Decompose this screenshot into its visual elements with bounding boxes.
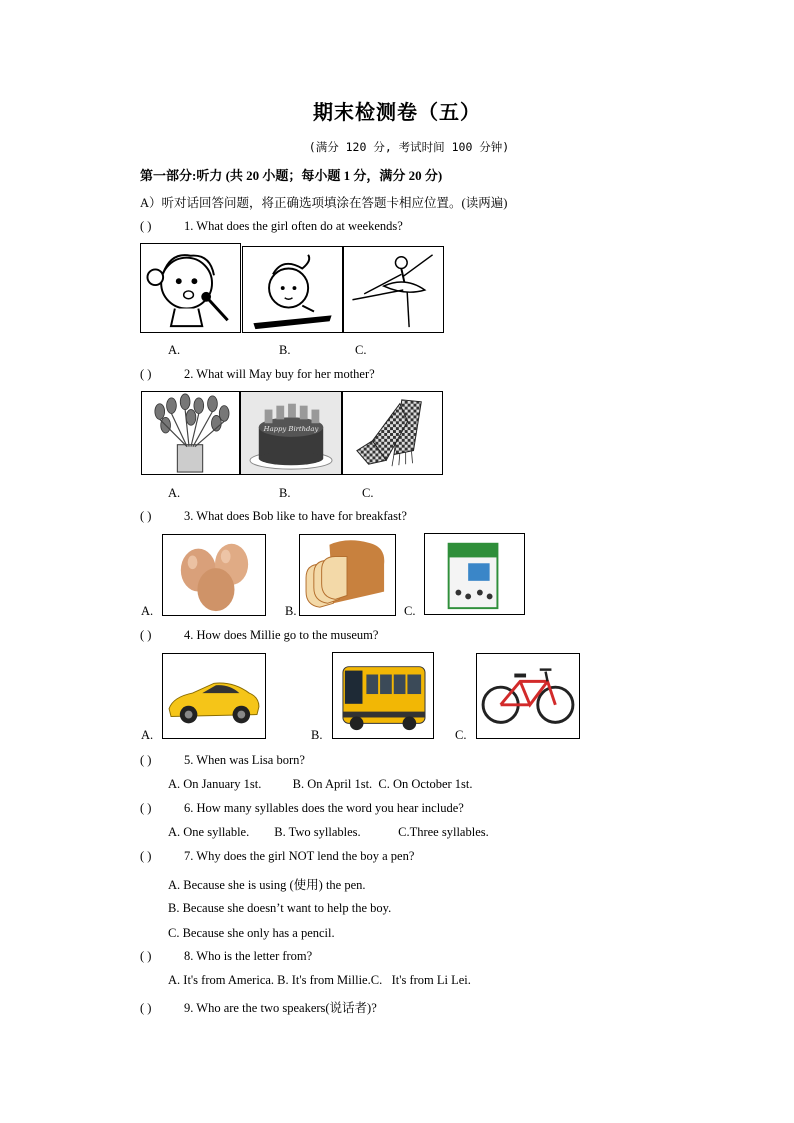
option-label-c: C. bbox=[362, 486, 374, 500]
option-label-c: C. bbox=[455, 728, 467, 742]
bicycle-icon bbox=[477, 654, 579, 738]
question-text: 7. Why does the girl NOT lend the boy a pen? bbox=[184, 849, 415, 863]
question-3 bbox=[140, 509, 407, 524]
answer-blank: ( ) bbox=[140, 367, 152, 381]
option-label-a: A. bbox=[141, 604, 154, 618]
question-text: 2. What will May buy for her mother? bbox=[184, 367, 375, 381]
option-image-a bbox=[140, 243, 241, 333]
question-7-option-b: B. Because she doesn’t want to help the boy. bbox=[168, 901, 392, 915]
question-8-options: A. It's from America. B. It's from Millie.C. It's from Li Lei. bbox=[168, 973, 471, 987]
answer-blank: ( ) bbox=[140, 509, 152, 523]
cake-text: Happy Birthday bbox=[263, 425, 319, 434]
car-icon bbox=[163, 654, 265, 738]
question-text: 5. When was Lisa born? bbox=[184, 753, 305, 767]
question-5-options: A. On January 1st. B. On April 1st. C. On October 1st. bbox=[168, 777, 473, 791]
option-image-b bbox=[332, 652, 434, 739]
option-label-c: C. bbox=[355, 343, 367, 357]
bread-icon bbox=[300, 535, 395, 615]
option-label-b: B. bbox=[279, 486, 291, 500]
answer-blank: ( ) bbox=[140, 219, 152, 233]
milk-carton-icon bbox=[425, 534, 524, 614]
answer-blank: ( ) bbox=[140, 1001, 152, 1015]
option-label-b: B. bbox=[311, 728, 323, 742]
question-8 bbox=[140, 949, 312, 964]
question-text: 9. Who are the two speakers(说话者)? bbox=[184, 1001, 377, 1015]
question-text: 3. What does Bob like to have for breakfast? bbox=[184, 509, 407, 523]
question-4 bbox=[140, 628, 378, 643]
option-image-b bbox=[240, 391, 342, 475]
question-5 bbox=[140, 753, 305, 768]
exam-info: (满分 120 分, 考试时间 100 分钟) bbox=[308, 140, 510, 154]
option-label-a: A. bbox=[141, 728, 154, 742]
option-label-b: B. bbox=[279, 343, 291, 357]
section-instruction: A）听对话回答问题，将正确选项填涂在答题卡相应位置。(读两遍) bbox=[140, 196, 508, 210]
question-text: 4. How does Millie go to the museum? bbox=[184, 628, 379, 642]
option-image-a bbox=[141, 391, 240, 475]
option-image-c bbox=[342, 391, 443, 475]
question-text: 6. How many syllables does the word you hear include? bbox=[184, 801, 464, 815]
scarf-icon bbox=[343, 392, 442, 474]
girl-drawing-icon bbox=[243, 247, 342, 332]
eggs-icon bbox=[163, 535, 265, 615]
question-7-option-a: A. Because she is using (使用) the pen. bbox=[168, 878, 366, 892]
page-title: 期末检测卷（五） bbox=[313, 102, 481, 124]
answer-blank: ( ) bbox=[140, 801, 152, 815]
question-1 bbox=[140, 219, 403, 234]
ballet-dancer-icon bbox=[344, 247, 443, 332]
question-7 bbox=[140, 849, 414, 864]
option-image-a bbox=[162, 534, 266, 616]
option-image-c bbox=[424, 533, 525, 615]
question-7-option-c: C. Because she only has a pencil. bbox=[168, 926, 335, 940]
question-2 bbox=[140, 367, 375, 382]
birthday-cake-icon bbox=[241, 392, 341, 474]
question-6-options: A. One syllable. B. Two syllables. C.Three syllables. bbox=[168, 825, 489, 839]
option-image-b bbox=[242, 246, 343, 333]
part-heading: 第一部分:听力 (共 20 小题；每小题 1 分，满分 20 分) bbox=[140, 168, 443, 183]
bus-icon bbox=[333, 653, 433, 738]
answer-blank: ( ) bbox=[140, 628, 152, 642]
flowers-icon bbox=[142, 392, 239, 474]
option-label-c: C. bbox=[404, 604, 416, 618]
girl-singing-icon bbox=[141, 244, 240, 332]
answer-blank: ( ) bbox=[140, 849, 152, 863]
option-image-c bbox=[343, 246, 444, 333]
option-image-b bbox=[299, 534, 396, 616]
question-9 bbox=[140, 998, 377, 1016]
answer-blank: ( ) bbox=[140, 753, 152, 767]
option-image-a bbox=[162, 653, 266, 739]
question-text: 8. Who is the letter from? bbox=[184, 949, 313, 963]
option-label-b: B. bbox=[285, 604, 297, 618]
question-text: 1. What does the girl often do at weekends? bbox=[184, 219, 403, 233]
option-label-a: A. bbox=[168, 486, 181, 500]
question-6 bbox=[140, 801, 464, 816]
option-image-c bbox=[476, 653, 580, 739]
answer-blank: ( ) bbox=[140, 949, 152, 963]
option-label-a: A. bbox=[168, 343, 181, 357]
